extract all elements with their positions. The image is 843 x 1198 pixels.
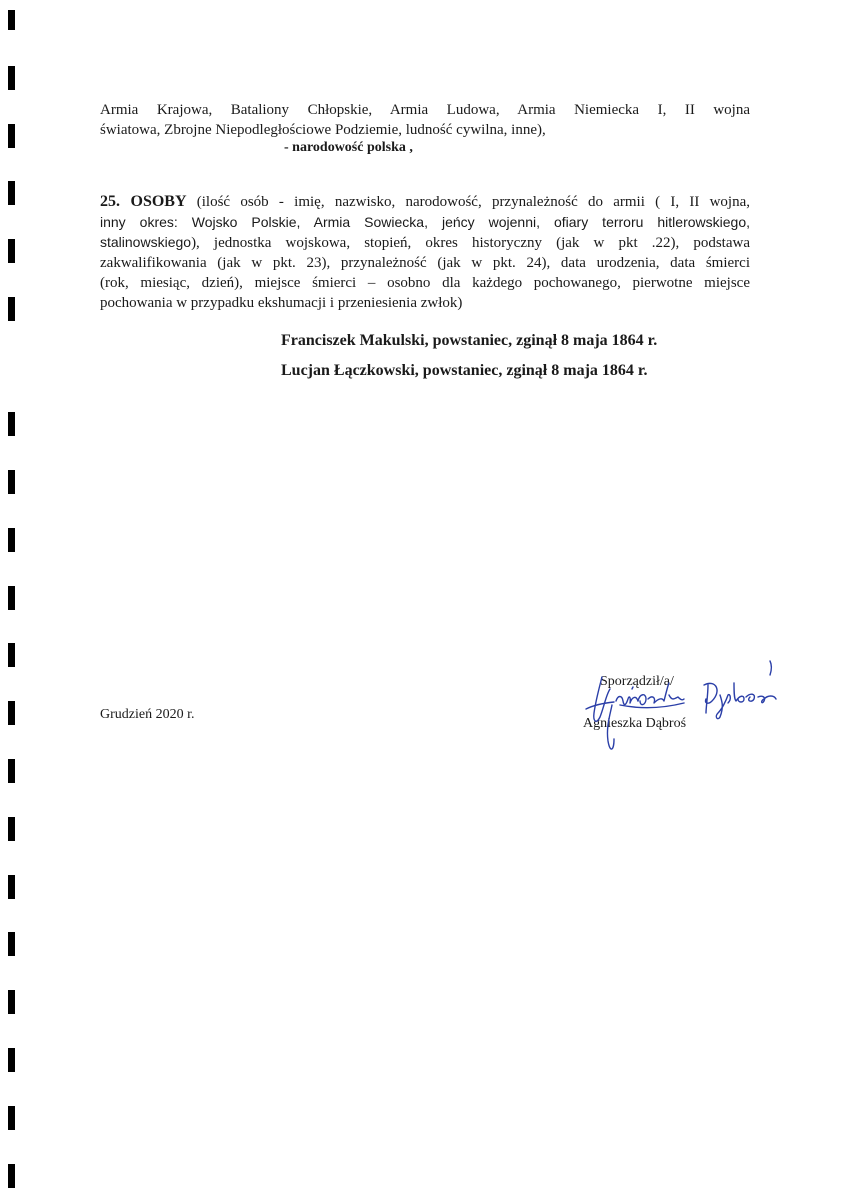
binding-hole — [8, 701, 15, 725]
binding-hole — [8, 990, 15, 1014]
preparer-name: Agnieszka Dąbroś — [583, 716, 687, 731]
binding-hole — [8, 643, 15, 667]
affiliation-paragraph — [100, 100, 750, 140]
person-entry: Franciszek Makulski, powstaniec, zginął 8 maja 1864 r. — [281, 332, 658, 349]
affiliation-line: światowa, Zbrojne Niepodległościowe Podziemie, ludność cywilna, inne), — [100, 122, 546, 138]
binding-hole — [8, 817, 15, 841]
binding-hole — [8, 586, 15, 610]
osoby-line — [100, 232, 750, 253]
binding-hole — [8, 181, 15, 205]
binding-hole — [8, 1164, 15, 1188]
osoby-line: pochowania w przypadku ekshumacji i przeniesienia zwłok) — [100, 295, 463, 311]
prepared-by-label: Sporządził/a/ — [600, 674, 674, 689]
osoby-line-text: (ilość osób - imię, nazwisko, narodowość, przynależność do armii ( I, II wojna, — [196, 194, 750, 210]
osoby-line — [100, 192, 750, 212]
binding-hole — [8, 412, 15, 436]
osoby-line: inny okres: Wojsko Polskie, Armia Sowiecka, jeńcy wojenni, ofiary terroru hitlerowskiego, — [100, 214, 750, 230]
handwritten-signature — [570, 655, 790, 765]
osoby-line-text: stalinowskiego — [100, 234, 192, 250]
binding-hole — [8, 470, 15, 494]
binding-holes — [0, 0, 20, 1198]
binding-hole — [8, 1048, 15, 1072]
osoby-line: zakwalifikowania (jak w pkt. 23), przynależność (jak w pkt. 24), data urodzenia, data śmierci — [100, 255, 750, 271]
binding-hole — [8, 10, 15, 30]
person-entry: Lucjan Łączkowski, powstaniec, zginął 8 maja 1864 r. — [281, 362, 648, 379]
section-number-title: 25. OSOBY — [100, 193, 187, 210]
binding-hole — [8, 932, 15, 956]
binding-hole — [8, 297, 15, 321]
binding-hole — [8, 239, 15, 263]
binding-hole — [8, 528, 15, 552]
osoby-paragraph — [100, 192, 750, 313]
binding-hole — [8, 124, 15, 148]
document-date: Grudzień 2020 r. — [100, 707, 195, 722]
binding-hole — [8, 66, 15, 90]
binding-hole — [8, 759, 15, 783]
osoby-line: (rok, miesiąc, dzień), miejsce śmierci – osobno dla każdego pochowanego, pierwotne miejsce — [100, 275, 750, 291]
affiliation-line: Armia Krajowa, Bataliony Chłopskie, Armia Ludowa, Armia Niemiecka I, II wojna — [100, 102, 750, 118]
binding-hole — [8, 1106, 15, 1130]
osoby-line-text: ), jednostka wojskowa, stopień, okres historyczny (jak w pkt .22), podstawa — [191, 235, 750, 251]
binding-hole — [8, 875, 15, 899]
nationality-line: - narodowość polska , — [284, 140, 413, 155]
